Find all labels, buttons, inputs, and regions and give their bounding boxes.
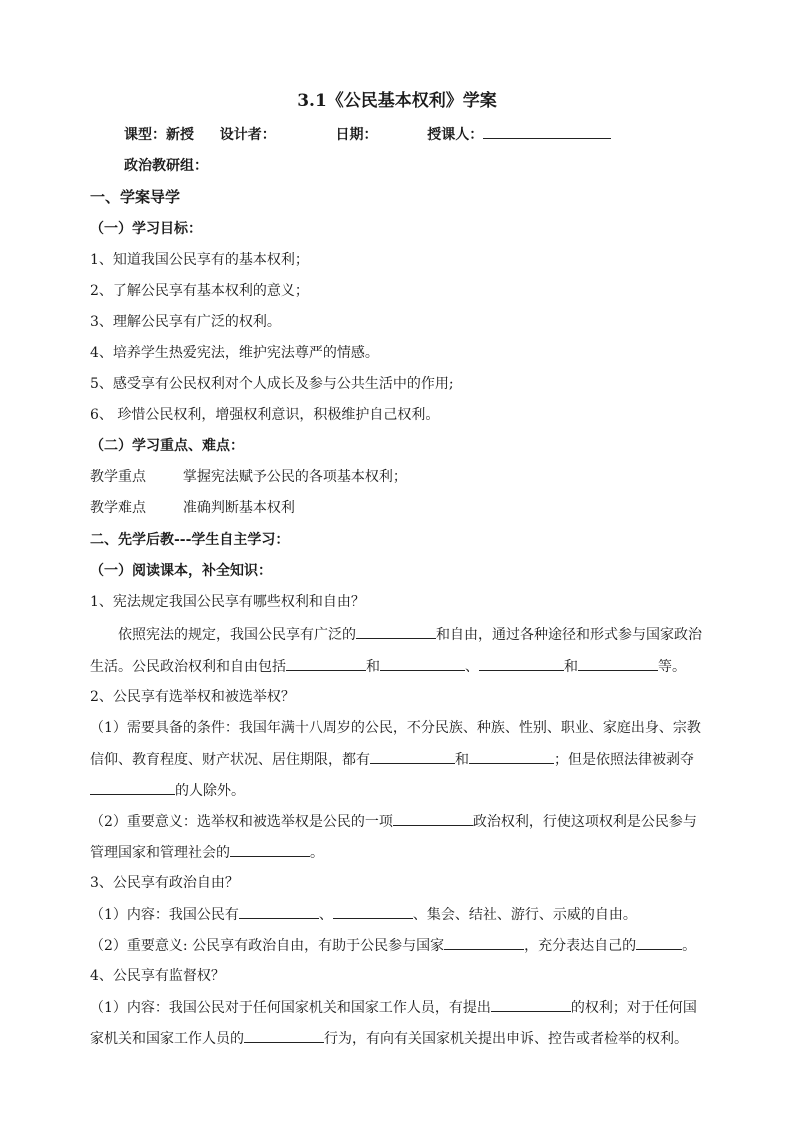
fill-blank[interactable] <box>286 656 366 671</box>
reading-heading: （一）阅读课本，补全知识： <box>90 563 272 579</box>
question-1: 1、宪法规定我国公民享有哪些权利和自由？ <box>90 594 365 610</box>
goal-item: 1、知道我国公民享有的基本权利； <box>90 252 309 268</box>
hard-text: 准确判断基本权利 <box>182 500 295 516</box>
designer-label: 设计者： <box>219 127 276 143</box>
section-2-heading: 二、先学后教---学生自主学习： <box>90 532 290 548</box>
text: （1）内容：我国公民对于任何国家机关和国家工作人员，有提出 <box>90 1000 491 1016</box>
text: （2）重要意义：选举权和被选举权是公民的一项 <box>90 814 393 830</box>
question-4: 4、公民享有监督权？ <box>90 968 225 984</box>
key-label: 教学重点 <box>90 469 146 485</box>
text: 、 <box>318 907 333 923</box>
q4-1-line-2 <box>90 1028 688 1049</box>
text: 和 <box>564 659 578 675</box>
text: 政治权利，行使这项权利是公民参与 <box>472 814 697 830</box>
key-points-heading: （二）学习重点、难点： <box>90 438 244 454</box>
q4-1-line-1 <box>90 997 697 1018</box>
question-2: 2、公民享有选举权和被选举权？ <box>90 689 295 705</box>
course-type: 课型：新授 <box>124 127 194 143</box>
text: 、 <box>465 659 479 675</box>
hard-label: 教学难点 <box>90 500 146 516</box>
fill-blank[interactable] <box>230 842 310 857</box>
text: 的权利；对于任何国 <box>570 1000 697 1016</box>
text: （2）重要意义: 公民享有政治自由，有助于公民参与国家 <box>90 938 445 954</box>
fill-blank[interactable] <box>244 1028 324 1043</box>
text: 等。 <box>658 659 686 675</box>
text: 信仰、教育程度、财产状况、居住期限，都有 <box>90 752 370 768</box>
section-1-heading: 一、学案导学 <box>90 188 181 206</box>
text: 。 <box>682 938 697 954</box>
text: 。 <box>310 845 324 861</box>
goal-item: 2、了解公民享有基本权利的意义； <box>90 283 309 299</box>
teacher-label: 授课人： <box>427 127 484 143</box>
text: 管理国家和管理社会的 <box>90 845 230 861</box>
text: ，充分表达自己的 <box>524 938 637 954</box>
q2-1-line-2 <box>90 749 694 770</box>
goals-heading: （一）学习目标： <box>90 221 202 237</box>
goal-item: 5、感受享有公民权利对个人成长及参与公共生活中的作用; <box>90 376 454 392</box>
goal-item: 6、 珍惜公民权利，增强权利意识，积极维护自己权利。 <box>90 407 440 423</box>
header-info-row <box>124 124 611 145</box>
goal-item: 3、理解公民享有广泛的权利。 <box>90 314 281 330</box>
q3-2-line <box>90 935 696 956</box>
q3-1-line <box>90 904 637 925</box>
fill-blank[interactable] <box>356 624 436 639</box>
fill-blank[interactable] <box>393 811 473 826</box>
text: 家机关和国家工作人员的 <box>90 1031 244 1047</box>
text: 和自由，通过各种途径和形式参与国家政治 <box>436 627 702 643</box>
text: 、集会、结社、游行、示威的自由。 <box>412 907 637 923</box>
text: 行为，有向有关国家机关提出申诉、控告或者检举的权利。 <box>324 1031 688 1047</box>
q2-2-line-2 <box>90 842 324 863</box>
text: 和 <box>366 659 380 675</box>
date-label: 日期： <box>335 127 378 143</box>
q1-paragraph-line-1 <box>118 624 702 645</box>
fill-blank[interactable] <box>333 904 413 919</box>
goal-item: 4、培养学生热爱宪法，维护宪法尊严的情感。 <box>90 345 379 361</box>
fill-blank[interactable] <box>380 656 465 671</box>
text: 生活。公民政治权利和自由包括 <box>90 659 286 675</box>
q1-paragraph-line-2 <box>90 656 686 677</box>
text: （1）内容：我国公民有 <box>90 907 239 923</box>
text: ；但是依照法律被剥夺 <box>554 752 694 768</box>
q2-2-line-1 <box>90 811 697 832</box>
key-point-row <box>90 467 407 487</box>
fill-blank[interactable] <box>479 656 564 671</box>
fill-blank[interactable] <box>578 656 658 671</box>
fill-blank[interactable] <box>239 904 319 919</box>
fill-blank[interactable] <box>370 749 455 764</box>
fill-blank[interactable] <box>469 749 554 764</box>
key-text: 掌握宪法赋予公民的各项基本权利； <box>182 469 407 485</box>
q2-1-line-3 <box>90 780 245 801</box>
q2-1-line-1: （1）需要具备的条件：我国年满十八周岁的公民，不分民族、种族、性别、职业、家庭出身、宗教 <box>90 720 701 736</box>
text: 和 <box>455 752 469 768</box>
fill-blank[interactable] <box>636 935 682 950</box>
text: 的人除外。 <box>175 783 245 799</box>
teacher-blank <box>483 124 611 139</box>
group-label: 政治教研组： <box>124 158 208 174</box>
fill-blank[interactable] <box>90 780 175 795</box>
question-3: 3、公民享有政治自由？ <box>90 875 239 891</box>
fill-blank[interactable] <box>444 935 524 950</box>
text: 依照宪法的规定，我国公民享有广泛的 <box>118 627 356 643</box>
fill-blank[interactable] <box>491 997 571 1012</box>
page-title: 3.1《公民基本权利》学案 <box>297 91 497 111</box>
hard-point-row <box>90 498 295 518</box>
